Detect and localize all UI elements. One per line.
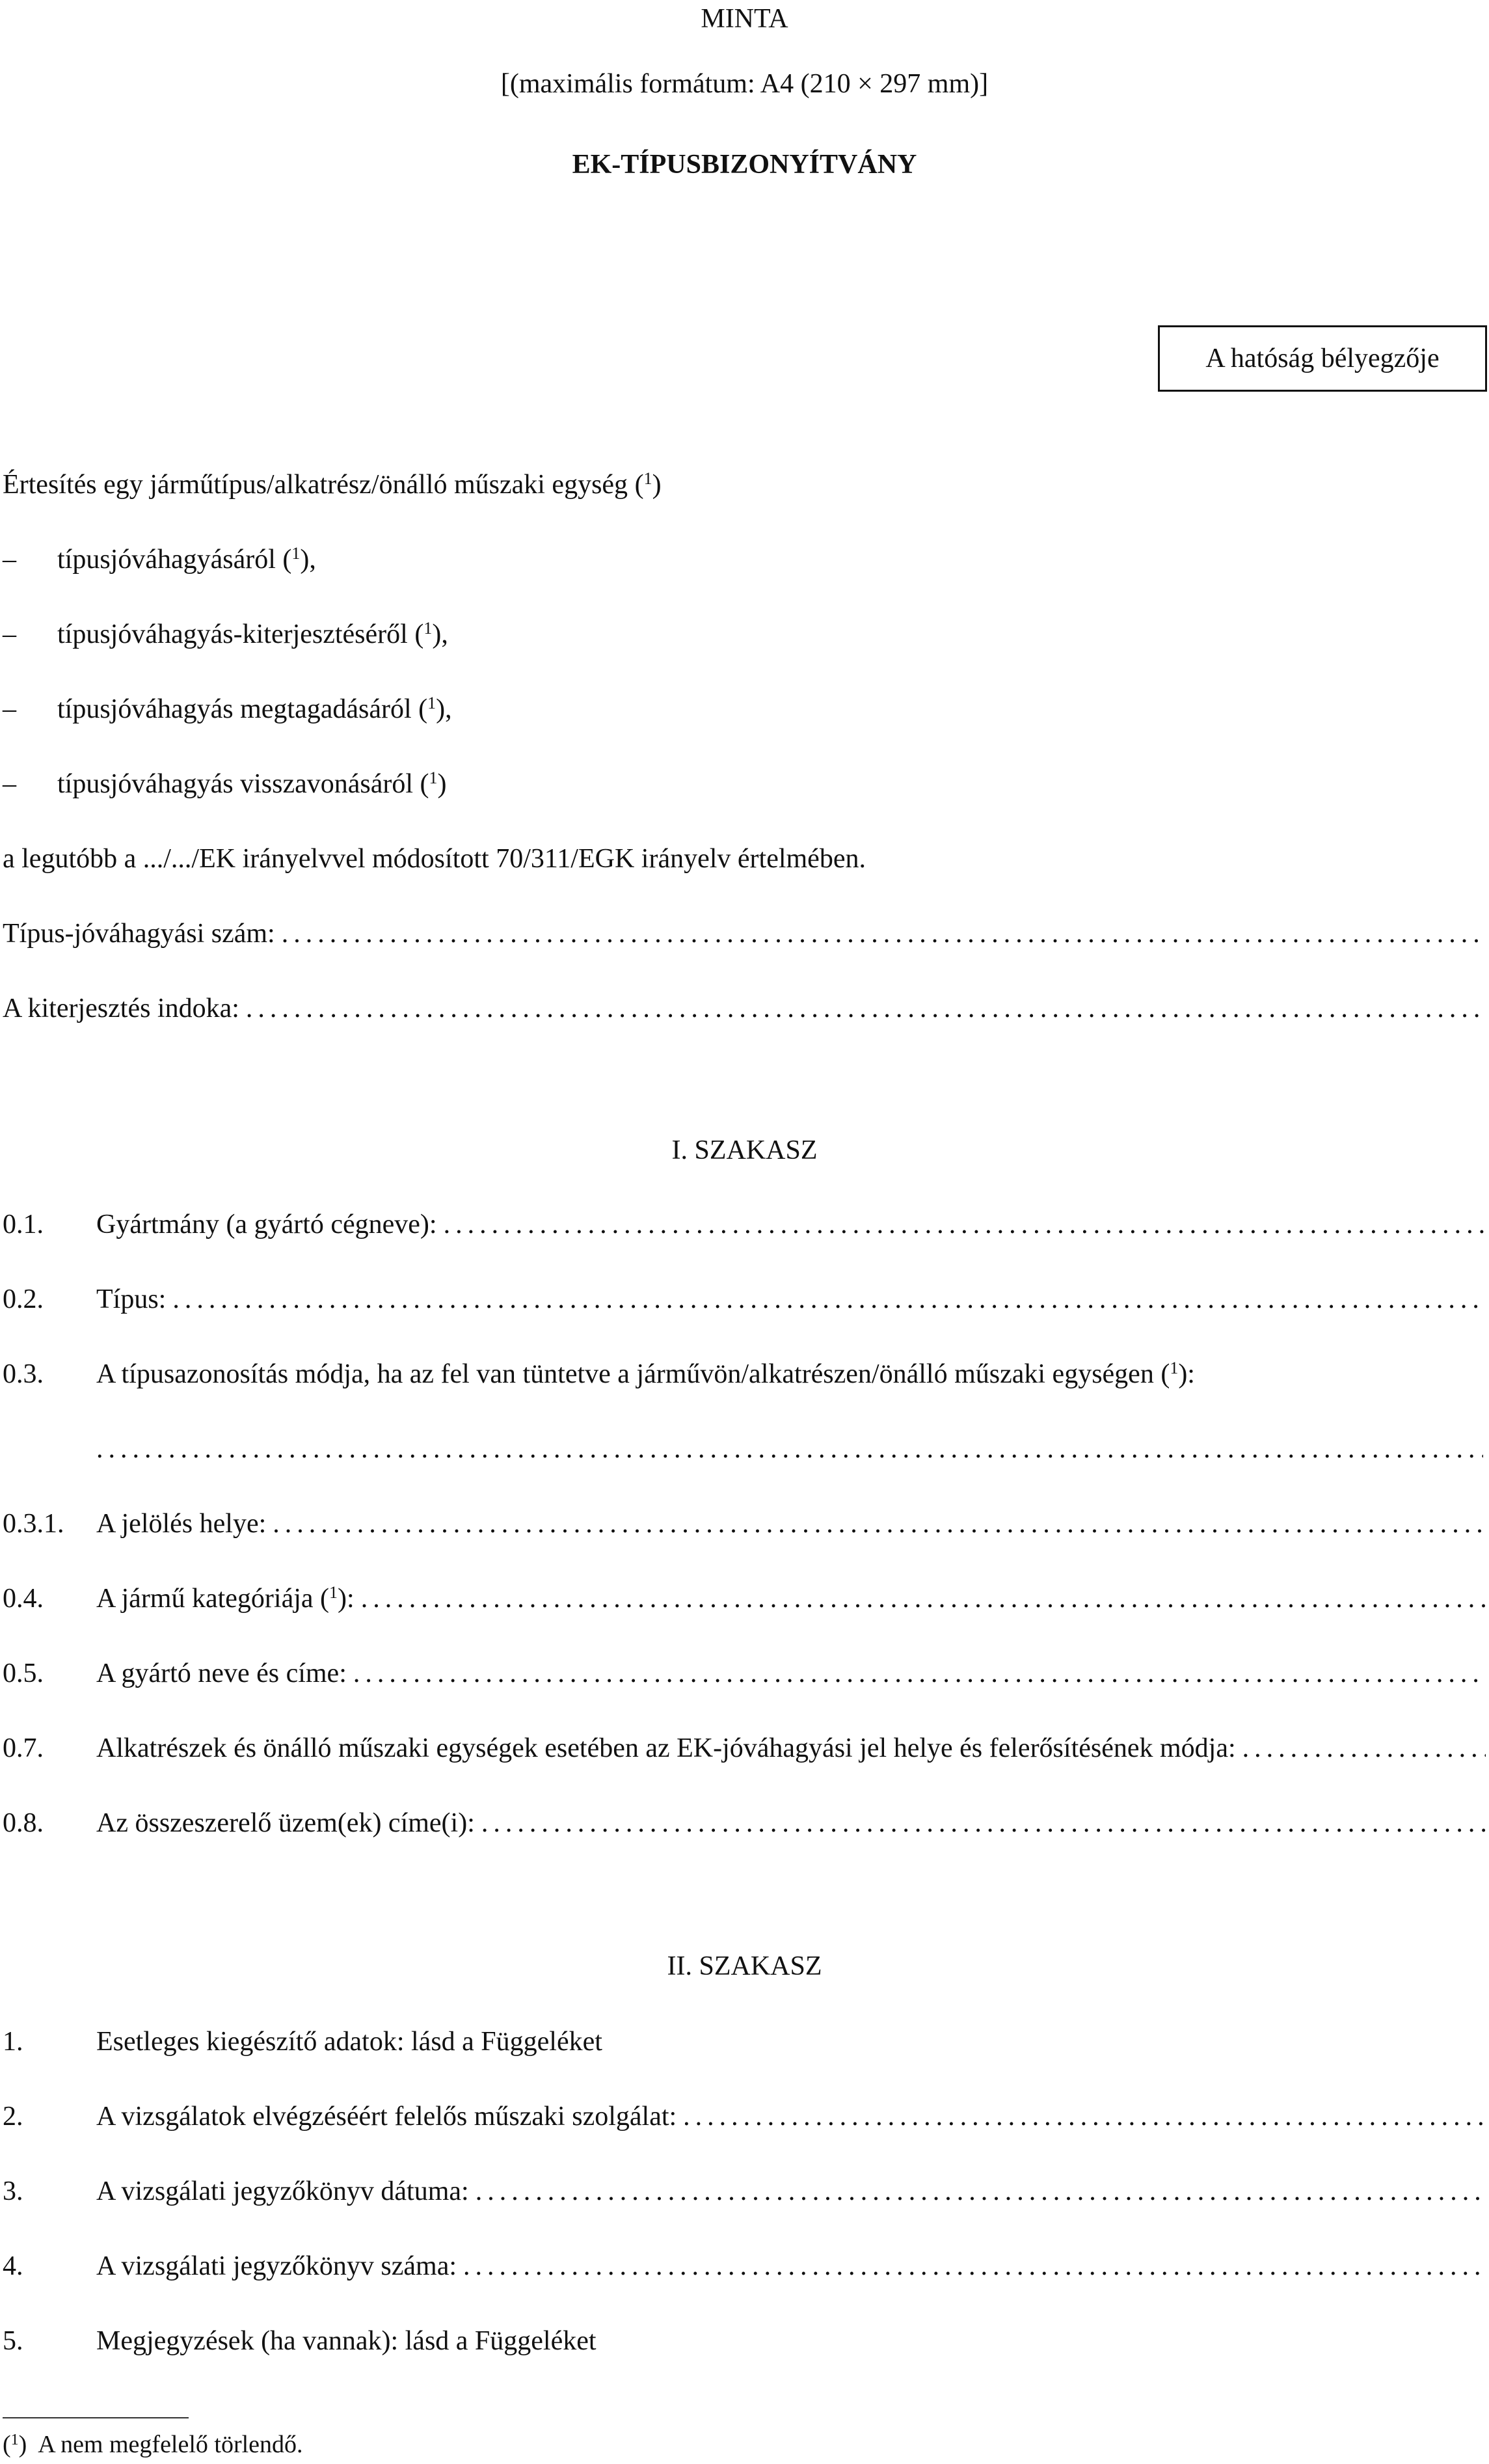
section-2-item bbox=[3, 2100, 1486, 2133]
extension-reason-field bbox=[3, 992, 1486, 1025]
fill-dots bbox=[683, 2100, 1486, 2133]
fill-dots bbox=[273, 1508, 1486, 1540]
section-1-item bbox=[3, 1208, 1486, 1241]
item-number: 0.7. bbox=[3, 1733, 44, 1763]
format-note: [(maximális formátum: A4 (210 × 297 mm)] bbox=[500, 69, 989, 99]
item-label: Az összeszerelő üzem(ek) címe(i): bbox=[96, 1808, 475, 1838]
bullet-tail: ), bbox=[300, 545, 316, 575]
footnote-ref: 1 bbox=[427, 694, 436, 712]
bullet-tail: ) bbox=[437, 769, 447, 799]
item-label: A jelölés helye: bbox=[96, 1509, 267, 1539]
section-1-item bbox=[3, 1508, 1486, 1540]
footnote-text: A nem megfelelő törlendő. bbox=[38, 2431, 303, 2458]
intro-text: Értesítés egy járműtípus/alkatrész/önálló műszaki egység bbox=[3, 470, 628, 500]
item-label: A vizsgálati jegyzőkönyv száma: bbox=[96, 2251, 457, 2281]
item-label: A gyártó neve és címe: bbox=[96, 1658, 347, 1688]
fill-dots bbox=[361, 1582, 1486, 1615]
field-label: Típus-jóváhagyási szám: bbox=[3, 919, 275, 949]
item-label: A vizsgálatok elvégzéséért felelős műszaki szolgálat: bbox=[96, 2102, 677, 2132]
section-1-item bbox=[3, 1807, 1486, 1839]
item-number: 5. bbox=[3, 2326, 23, 2356]
item-label: Megjegyzések (ha vannak): lásd a Függeléket bbox=[96, 2326, 597, 2356]
section-2-item bbox=[3, 2025, 1486, 2058]
section-1-item bbox=[3, 1732, 1486, 1765]
item-number: 4. bbox=[3, 2251, 23, 2281]
dash: – bbox=[3, 545, 16, 575]
fill-dots bbox=[246, 992, 1486, 1025]
bullet-text: típusjóváhagyás megtagadásáról bbox=[57, 694, 412, 724]
field-label: A kiterjesztés indoka: bbox=[3, 994, 239, 1023]
authority-stamp-box bbox=[1158, 325, 1487, 392]
section-1-item bbox=[3, 1283, 1486, 1316]
item-number: 0.2. bbox=[3, 1284, 44, 1314]
fill-dots bbox=[463, 2250, 1486, 2282]
fill-dots bbox=[1242, 1732, 1486, 1765]
footnote: ($^1$) A nem megfelelő törlendő. bbox=[3, 2431, 303, 2458]
bullet-item: – típusjóváhagyás megtagadásáról ($^1$), bbox=[3, 693, 452, 725]
item-label: A típusazonosítás módja, ha az fel van tüntetve a járművön/alkatrészen/önálló műszaki egységen ( bbox=[96, 1359, 1170, 1389]
bullet-text: típusjóváhagyás visszavonásáról bbox=[57, 769, 414, 799]
bullet-item: – típusjóváhagyásáról ($^1$), bbox=[3, 543, 316, 576]
item-number: 0.1. bbox=[3, 1210, 44, 1239]
intro-line: Értesítés egy járműtípus/alkatrész/önálló műszaki egység ($^1$) bbox=[3, 469, 662, 500]
approval-number-field bbox=[3, 917, 1486, 950]
bullet-item: – típusjóváhagyás visszavonásáról ($^1$) bbox=[3, 768, 447, 800]
section-1-item bbox=[3, 1582, 1486, 1615]
footnote-ref: 1 bbox=[1170, 1359, 1179, 1377]
dash: – bbox=[3, 619, 16, 649]
stamp-box-label: A hatóság bélyegzője bbox=[1205, 343, 1440, 373]
section-2-item bbox=[3, 2175, 1486, 2208]
footnote-ref: 1 bbox=[291, 544, 301, 563]
section-2-item bbox=[3, 2250, 1486, 2282]
item-number: 0.5. bbox=[3, 1658, 44, 1688]
footnote-ref: 1 bbox=[423, 619, 433, 638]
fill-dots bbox=[481, 1807, 1486, 1839]
bullet-text: típusjóváhagyásáról bbox=[57, 545, 276, 575]
section-1-heading: I. SZAKASZ bbox=[671, 1135, 818, 1165]
minta-label: MINTA bbox=[701, 4, 788, 34]
fill-dots-line bbox=[96, 1433, 1483, 1465]
fill-dots bbox=[444, 1208, 1486, 1241]
item-label: Alkatrészek és önálló műszaki egységek esetében az EK-jóváhagyási jel helye és felerősítésének módja: bbox=[96, 1733, 1236, 1763]
bullet-item: – típusjóváhagyás-kiterjesztéséről ($^1$), bbox=[3, 618, 448, 651]
legal-basis: a legutóbb a .../.../EK irányelvvel módosított 70/311/EGK irányelv értelmében. bbox=[3, 844, 866, 874]
section-2-heading: II. SZAKASZ bbox=[667, 1951, 822, 1981]
section-1-item bbox=[3, 1358, 1486, 1390]
bullet-text: típusjóváhagyás-kiterjesztéséről bbox=[57, 619, 408, 649]
footnote-ref: 1 bbox=[643, 469, 652, 488]
item-number: 1. bbox=[3, 2027, 23, 2057]
fill-dots bbox=[282, 917, 1486, 950]
section-2-item bbox=[3, 2325, 1486, 2357]
footnote-ref: 1 bbox=[329, 1583, 338, 1602]
item-number: 0.8. bbox=[3, 1808, 44, 1838]
item-number: 0.3.1. bbox=[3, 1509, 64, 1539]
item-tail: ): bbox=[338, 1584, 355, 1614]
item-tail: ): bbox=[1178, 1359, 1195, 1389]
fill-dots bbox=[172, 1283, 1486, 1316]
item-number: 0.3. bbox=[3, 1359, 44, 1389]
document-title: EK-TÍPUSBIZONYÍTVÁNY bbox=[572, 150, 917, 180]
fill-dots bbox=[353, 1657, 1486, 1690]
section-1-item bbox=[3, 1657, 1486, 1690]
item-label: A vizsgálati jegyzőkönyv dátuma: bbox=[96, 2176, 469, 2206]
dash: – bbox=[3, 769, 16, 799]
item-label: Típus: bbox=[96, 1284, 167, 1314]
item-label: A jármű kategóriája ( bbox=[96, 1584, 330, 1614]
bullet-tail: ), bbox=[436, 694, 452, 724]
item-number: 0.4. bbox=[3, 1584, 44, 1614]
fill-dots bbox=[476, 2175, 1486, 2208]
footnote-mark: 1 bbox=[10, 2431, 19, 2448]
bullet-tail: ), bbox=[432, 619, 448, 649]
item-label: Gyártmány (a gyártó cégneve): bbox=[96, 1210, 437, 1239]
dash: – bbox=[3, 694, 16, 724]
item-number: 3. bbox=[3, 2176, 23, 2206]
footnote-divider bbox=[3, 2417, 189, 2418]
item-number: 2. bbox=[3, 2102, 23, 2132]
item-label: Esetleges kiegészítő adatok: lásd a Függeléket bbox=[96, 2027, 602, 2057]
footnote-ref: 1 bbox=[429, 768, 438, 787]
